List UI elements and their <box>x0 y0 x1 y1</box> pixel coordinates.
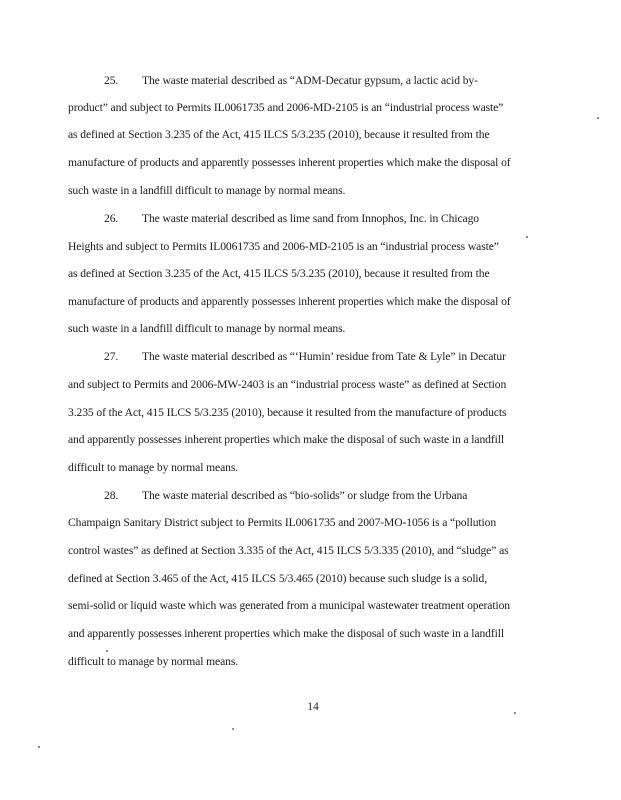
paragraph-26-line-5: such waste in a landfill difficult to manage by normal means. <box>68 322 346 335</box>
paragraph-26-line-2: Heights and subject to Permits IL0061735 and 2006-MD-2105 is an “industrial process waste” <box>68 240 499 253</box>
page-number: 14 <box>307 700 319 713</box>
paragraph-28-line-7: difficult to manage by normal means. <box>68 655 239 668</box>
paragraph-25-line-4: manufacture of products and apparently possesses inherent properties which make the disposal of <box>68 156 511 169</box>
paragraph-26-line-1 <box>104 212 544 226</box>
paragraph-text: The waste material described as “ADM-Decatur gypsum, a lactic acid by- <box>142 74 478 87</box>
paragraph-28-line-4: defined at Section 3.465 of the Act, 415 ILCS 5/3.465 (2010) because such sludge is a solid, <box>68 572 488 585</box>
paragraph-25-line-5: such waste in a landfill difficult to manage by normal means. <box>68 184 346 197</box>
paragraph-number: 28. <box>104 489 119 502</box>
scan-speck <box>526 236 528 238</box>
paragraph-26-line-3: as defined at Section 3.235 of the Act, 415 ILCS 5/3.235 (2010), because it resulted from the <box>68 267 490 280</box>
paragraph-28-line-2: Champaign Sanitary District subject to Permits IL0061735 and 2007-MO-1056 is a “pollution <box>68 516 497 529</box>
scan-speck <box>514 712 516 714</box>
paragraph-26-line-4: manufacture of products and apparently possesses inherent properties which make the disposal of <box>68 295 511 308</box>
paragraph-text: The waste material described as “‘Humin’ residue from Tate & Lyle” in Decatur <box>142 350 506 363</box>
scan-speck <box>38 746 40 748</box>
scan-speck <box>232 728 234 730</box>
paragraph-28-line-6: and apparently possesses inherent properties which make the disposal of such waste in a landfill <box>68 627 504 640</box>
paragraph-25-line-1 <box>104 74 544 88</box>
paragraph-27-line-2: and subject to Permits and 2006-MW-2403 is an “industrial process waste” as defined at Section <box>68 378 507 391</box>
scan-speck <box>106 650 108 652</box>
paragraph-25-line-3: as defined at Section 3.235 of the Act, 415 ILCS 5/3.235 (2010), because it resulted from the <box>68 128 490 141</box>
paragraph-27-line-1 <box>104 350 544 364</box>
paragraph-25-line-2: product” and subject to Permits IL0061735 and 2006-MD-2105 is an “industrial process waste” <box>68 101 504 114</box>
paragraph-27-line-3: 3.235 of the Act, 415 ILCS 5/3.235 (2010), because it resulted from the manufacture of products <box>68 406 507 419</box>
paragraph-number: 26. <box>104 212 119 225</box>
paragraph-number: 25. <box>104 74 119 87</box>
paragraph-text: The waste material described as “bio-solids” or sludge from the Urbana <box>142 489 468 502</box>
paragraph-28-line-1 <box>104 489 544 503</box>
paragraph-text: The waste material described as lime sand from Innophos, Inc. in Chicago <box>142 212 479 225</box>
paragraph-27-line-5: difficult to manage by normal means. <box>68 461 239 474</box>
paragraph-number: 27. <box>104 350 119 363</box>
paragraph-27-line-4: and apparently possesses inherent properties which make the disposal of such waste in a landfill <box>68 433 504 446</box>
scan-speck <box>597 117 599 119</box>
paragraph-28-line-5: semi-solid or liquid waste which was generated from a municipal wastewater treatment operation <box>68 599 510 612</box>
paragraph-28-line-3: control wastes” as defined at Section 3.335 of the Act, 415 ILCS 5/3.335 (2010), and “sludge” as <box>68 544 509 557</box>
